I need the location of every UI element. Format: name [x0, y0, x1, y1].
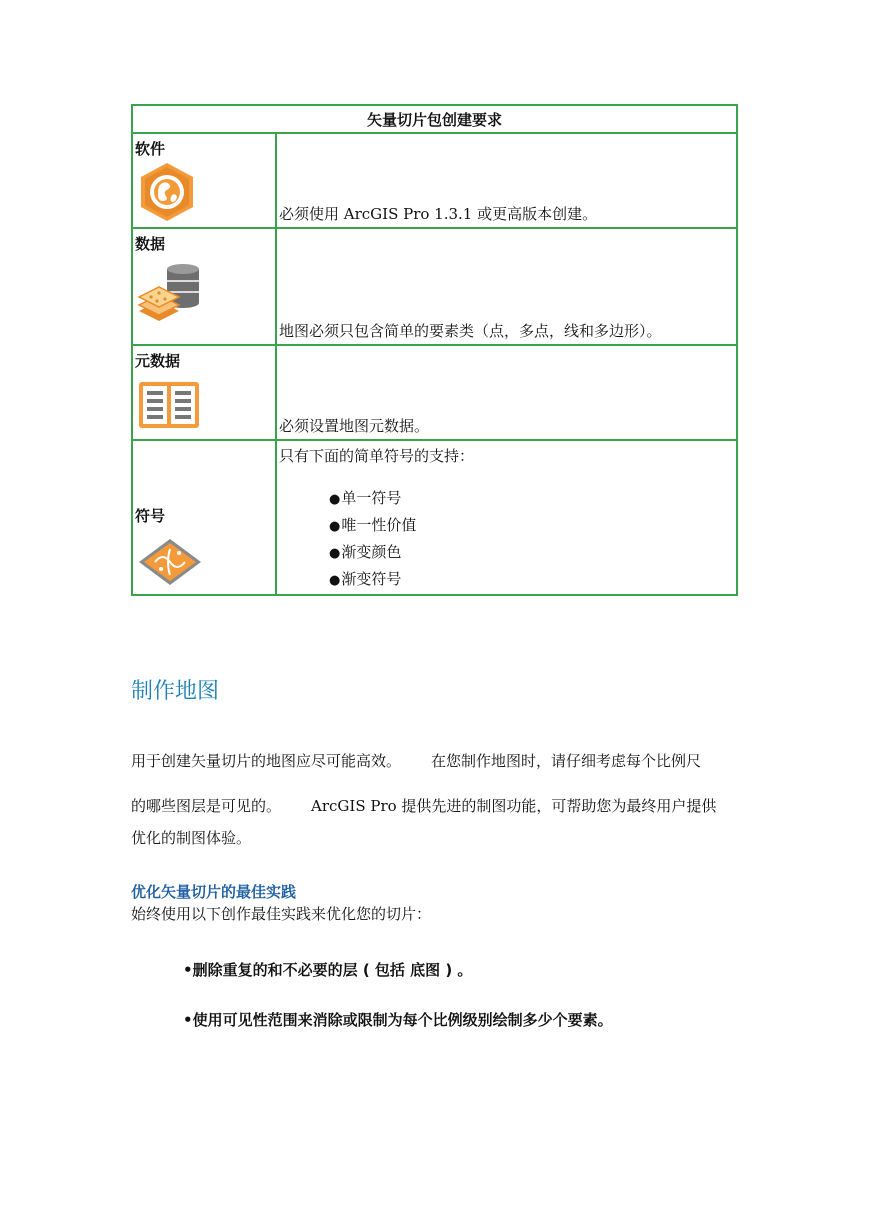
paragraph: 优化的制图体验。 [131, 829, 252, 847]
row-label-data: 数据 [135, 235, 166, 253]
row-text-symbology: 只有下面的简单符号的支持： [279, 447, 475, 465]
table-row [132, 133, 737, 228]
row-label-software: 软件 [135, 140, 166, 158]
paragraph: 用于创建矢量切片的地图应尽可能高效。 在您制作地图时，请仔细考虑每个比例尺 [131, 752, 702, 770]
paragraph: 的哪些图层是可见的。 ArcGIS Pro 提供先进的制图功能，可帮助您为最终用户提供 [131, 797, 717, 815]
row-label-symbology: 符号 [135, 507, 166, 525]
list-item: ●唯一性价值 [329, 516, 417, 534]
row-text-software: 必须使用 ArcGIS Pro 1.3.1 或更高版本创建。 [279, 205, 598, 223]
row-text-data: 地图必须只包含简单的要素类（点，多点，线和多边形）。 [279, 322, 662, 340]
row-label-metadata: 元数据 [135, 352, 181, 370]
row-text-metadata: 必须设置地图元数据。 [279, 417, 430, 435]
list-item: ●渐变颜色 [329, 543, 402, 561]
list-item: ●单一符号 [329, 489, 402, 507]
list-item: •使用可见性范围来消除或限制为每个比例级别绘制多少个要素。 [183, 1011, 613, 1029]
database-layers-icon [137, 263, 201, 333]
list-item: •删除重复的和不必要的层 ( 包括 底图 ) 。 [183, 961, 473, 979]
section-title: 制作地图 [131, 679, 220, 704]
paragraph: 始终使用以下创作最佳实践来优化您的切片： [131, 905, 432, 923]
table-row [132, 228, 737, 345]
metadata-book-icon [137, 380, 201, 430]
table-row [132, 345, 737, 440]
list-item: ●渐变符号 [329, 570, 402, 588]
subsection-title: 优化矢量切片的最佳实践 [131, 883, 297, 901]
requirements-table [131, 104, 738, 596]
symbology-list [329, 485, 416, 593]
table-row [132, 440, 737, 595]
symbology-diamond-icon [137, 537, 203, 587]
table-title: 矢量切片包创建要求 [132, 105, 737, 133]
arcgis-pro-globe-icon [137, 162, 197, 222]
